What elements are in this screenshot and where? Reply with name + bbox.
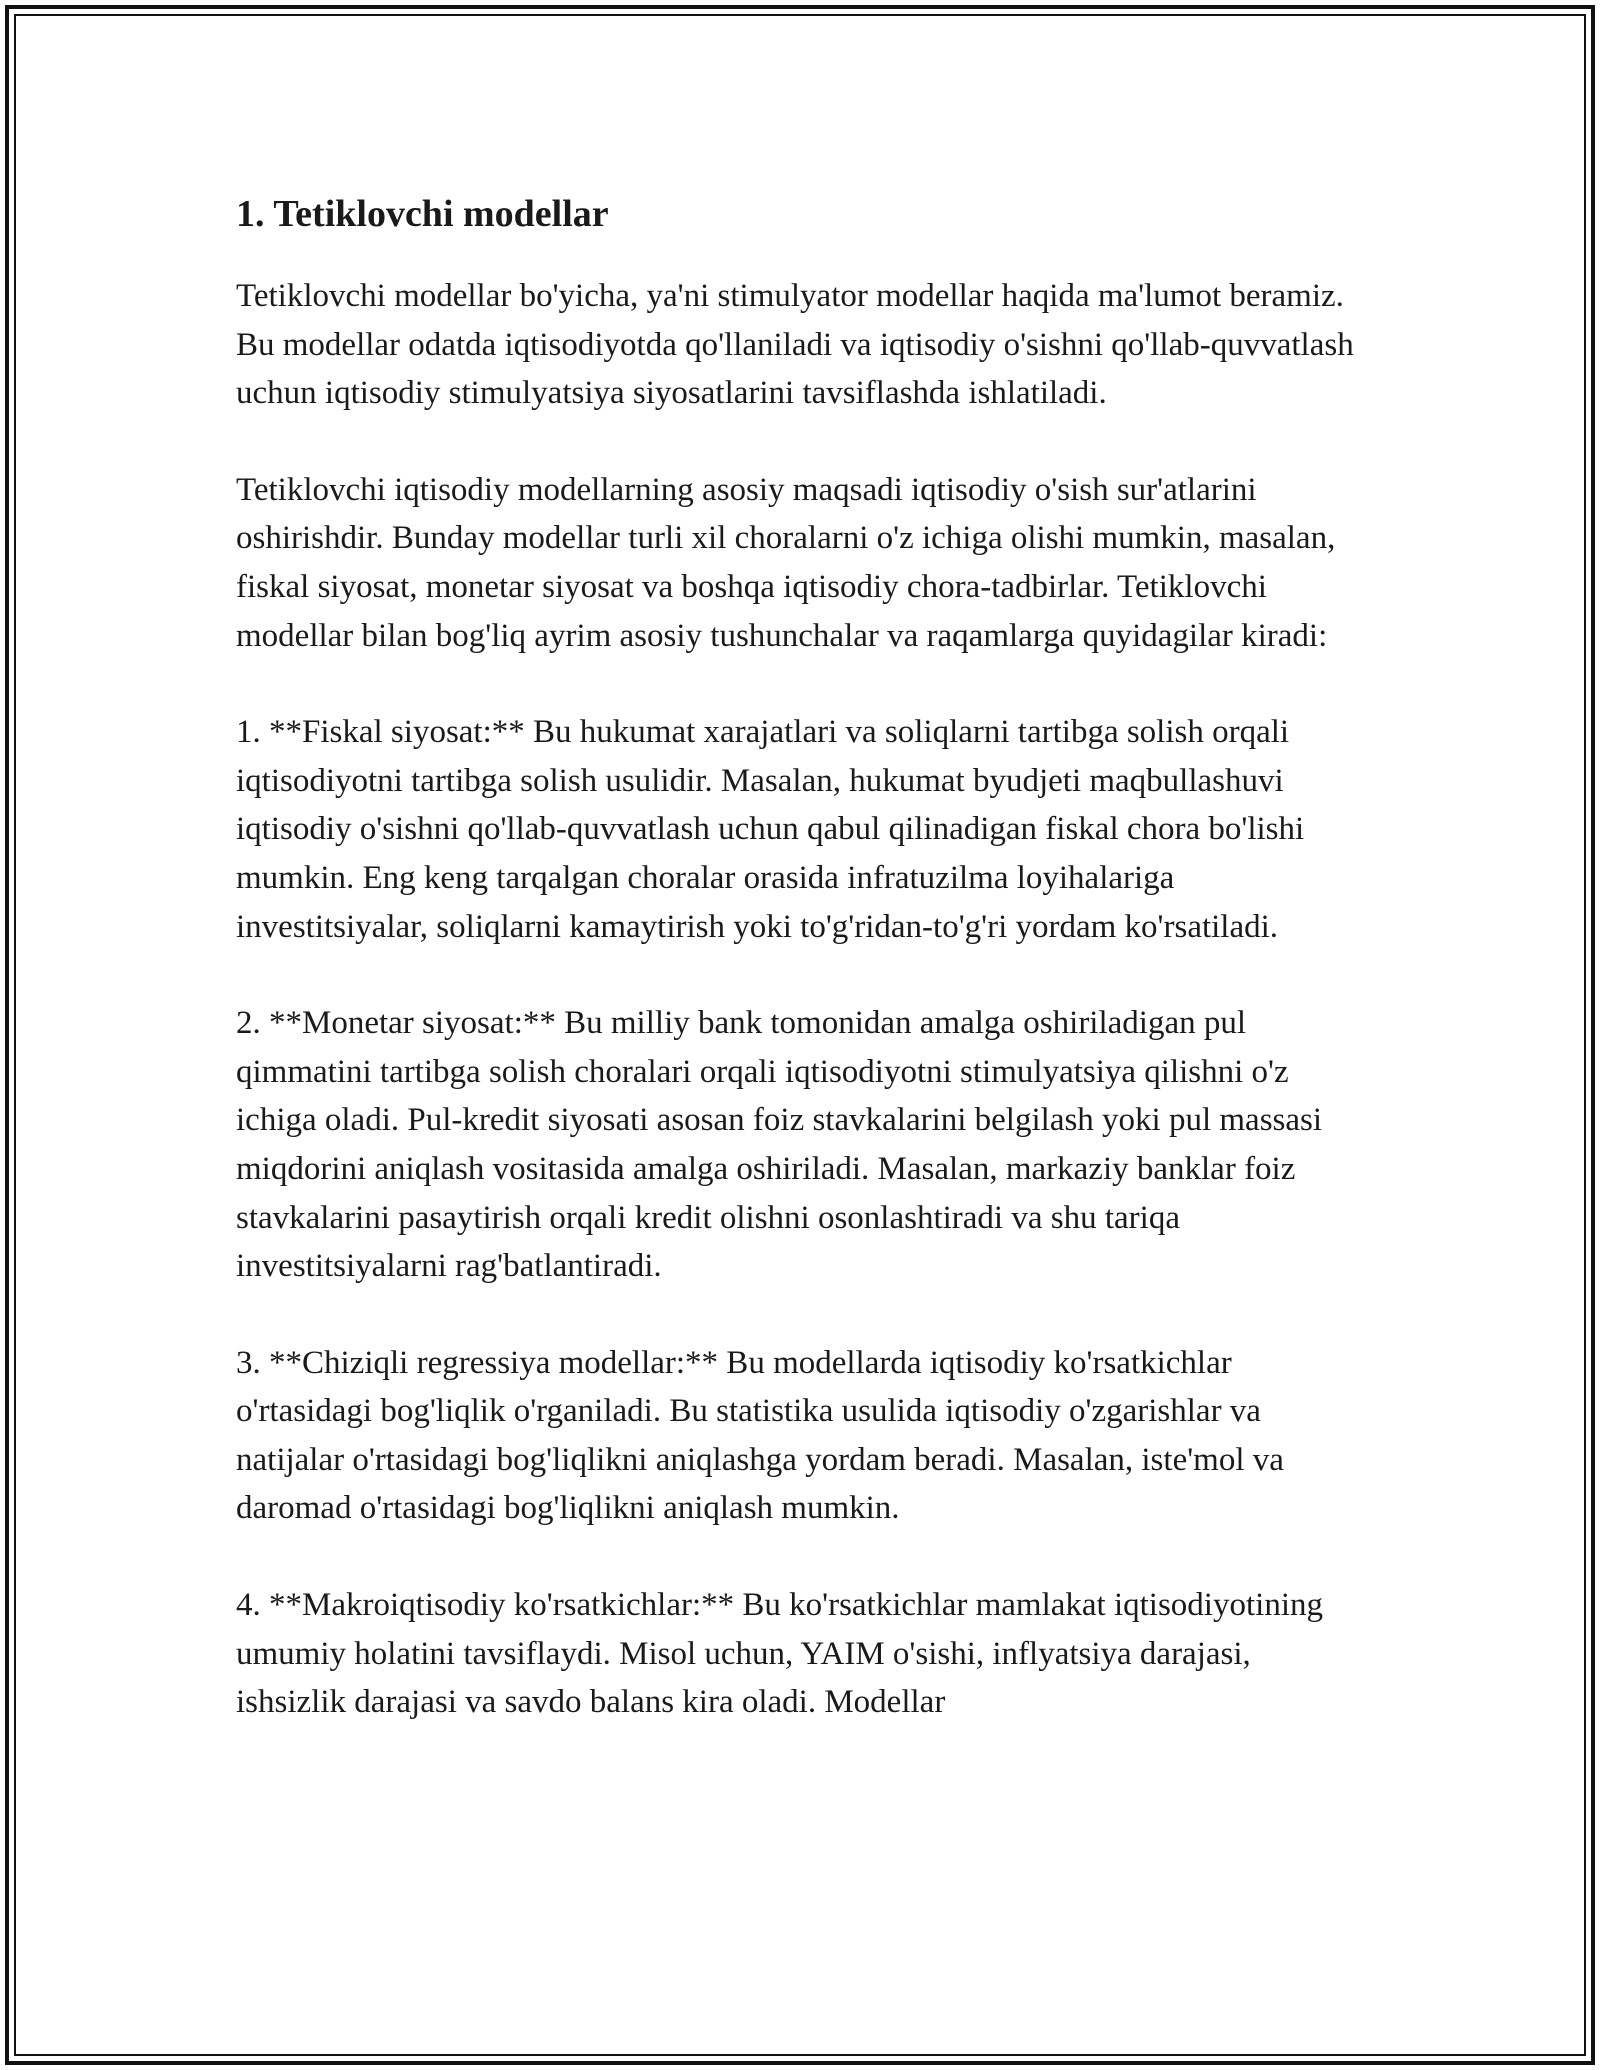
document-body [236, 186, 1366, 1775]
list-item-linear-regression: 3. **Chiziqli regressiya modellar:** Bu modellarda iqtisodiy ko'rsatkichlar o'rtasidagi bog'liqlik o'rganiladi. Bu statistika usulida iqtisodiy o'zgarishlar va natijalar o'rtasidagi bog'liqlikni aniqlashga yordam beradi. Masalan, iste'mol va daromad o'rtasidagi bog'liqlikni aniqlash mumkin. [236, 1344, 1284, 1527]
paragraph-intro: Tetiklovchi modellar bo'yicha, ya'ni stimulyator modellar haqida ma'lumot beramiz. Bu modellar odatda iqtisodiyotda qo'llaniladi va iqtisodiy o'sishni qo'llab-quvvatlash uchun iqtisodiy stimulyatsiya siyosatlarini tavsiflashda ishlatiladi. [236, 278, 1354, 412]
list-item-fiscal-policy: 1. **Fiskal siyosat:** Bu hukumat xarajatlari va soliqlarni tartibga solish orqali iqtisodiyotni tartibga solish usulidir. Masalan, hukumat byudjeti maqbullashuvi iqtisodiy o'sishni qo'llab-quvvatlash uchun qabul qilinadigan fiskal chora bo'lishi mumkin. Eng keng tarqalgan choralar orasida infratuzilma loyihalariga investitsiyalar, soliqlarni kamaytirish yoki to'g'ridan-to'g'ri yordam ko'rsatiladi. [236, 714, 1305, 945]
section-heading: 1. Tetiklovchi modellar [236, 193, 609, 235]
paragraph-goal: Tetiklovchi iqtisodiy modellarning asosiy maqsadi iqtisodiy o'sish sur'atlarini oshirishdir. Bunday modellar turli xil choralarni o'z ichiga olishi mumkin, masalan, fiskal siyosat, monetar siyosat va boshqa iqtisodiy chora-tadbirlar. Tetiklovchi modellar bilan bog'liq ayrim asosiy tushunchalar va raqamlarga quyidagilar kiradi: [236, 471, 1336, 654]
list-item-macro-indicators: 4. **Makroiqtisodiy ko'rsatkichlar:** Bu ko'rsatkichlar mamlakat iqtisodiyotining umumiy holatini tavsiflaydi. Misol uchun, YAIM o'sishi, inflyatsiya darajasi, ishsizlik darajasi va savdo balans kira oladi. Modellar [236, 1587, 1323, 1721]
list-item-monetary-policy: 2. **Monetar siyosat:** Bu milliy bank tomonidan amalga oshiriladigan pul qimmatini tartibga solish choralari orqali iqtisodiyotni stimulyatsiya qilishni o'z ichiga oladi. Pul-kredit siyosati asosan foiz stavkalarini belgilash yoki pul massasi miqdorini aniqlash vositasida amalga oshiriladi. Masalan, markaziy banklar foiz stavkalarini pasaytirish orqali kredit olishni osonlashtiradi va shu tariqa investitsiyalarni rag'batlantiradi. [236, 1005, 1323, 1285]
